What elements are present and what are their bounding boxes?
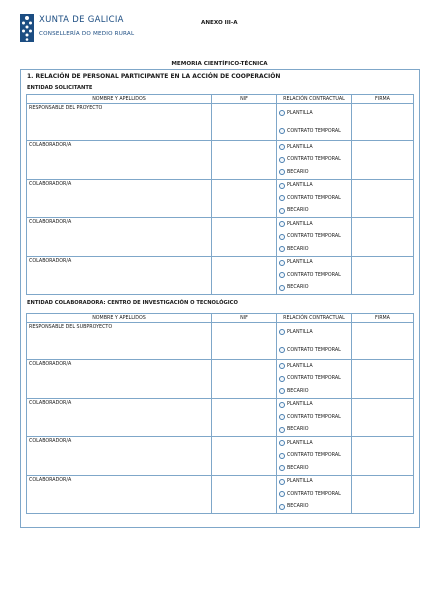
signature-cell[interactable]	[352, 398, 414, 437]
nif-cell[interactable]	[212, 323, 277, 360]
nif-cell[interactable]	[212, 179, 277, 218]
option-plantilla[interactable]: PLANTILLA	[277, 257, 351, 270]
radio-icon[interactable]	[279, 363, 285, 369]
option-temporal[interactable]: CONTRATO TEMPORAL	[277, 192, 351, 205]
option-temporal[interactable]: CONTRATO TEMPORAL	[277, 450, 351, 463]
option-plantilla[interactable]: PLANTILLA	[277, 476, 351, 489]
radio-icon[interactable]	[279, 329, 285, 335]
signature-cell[interactable]	[352, 437, 414, 476]
option-temporal[interactable]: CONTRATO TEMPORAL	[277, 269, 351, 282]
relation-cell	[277, 179, 352, 218]
table-row	[27, 104, 414, 141]
option-plantilla[interactable]: PLANTILLA	[277, 437, 351, 450]
personnel-table-colaboradora	[26, 313, 414, 514]
row-role-label: COLABORADOR/A	[27, 256, 212, 295]
option-temporal[interactable]: CONTRATO TEMPORAL	[277, 122, 351, 140]
section-title: 1. RELACIÓN DE PERSONAL PARTICIPANTE EN LA ACCIÓN DE COOPERACIÓN	[27, 73, 281, 80]
nif-cell[interactable]	[212, 398, 277, 437]
option-temporal[interactable]: CONTRATO TEMPORAL	[277, 411, 351, 424]
radio-icon[interactable]	[279, 144, 285, 150]
option-temporal[interactable]: CONTRATO TEMPORAL	[277, 488, 351, 501]
annex-label: ANEXO III-A	[201, 20, 238, 26]
personnel-table-solicitante	[26, 94, 414, 295]
relation-cell	[277, 437, 352, 476]
option-plantilla[interactable]: PLANTILLA	[277, 399, 351, 412]
signature-cell[interactable]	[352, 475, 414, 514]
table-row	[27, 475, 414, 514]
department-name: CONSELLERÍA DO MEDIO RURAL	[39, 31, 135, 37]
table-row	[27, 179, 414, 218]
row-role-label: COLABORADOR/A	[27, 179, 212, 218]
form-frame	[20, 69, 420, 528]
row-role-label: COLABORADOR/A	[27, 475, 212, 514]
col-relation-header: RELACIÓN CONTRACTUAL	[277, 314, 352, 323]
option-temporal[interactable]: CONTRATO TEMPORAL	[277, 154, 351, 167]
option-plantilla[interactable]: PLANTILLA	[277, 360, 351, 373]
table-row	[27, 323, 414, 360]
option-plantilla[interactable]: PLANTILLA	[277, 104, 351, 122]
row-role-label: RESPONSABLE DEL SUBPROYECTO	[27, 323, 212, 360]
nif-cell[interactable]	[212, 437, 277, 476]
signature-cell[interactable]	[352, 323, 414, 360]
row-role-label: COLABORADOR/A	[27, 437, 212, 476]
table-row	[27, 141, 414, 180]
document-title: MEMORIA CIENTÍFICO-TÉCNICA	[171, 61, 268, 67]
row-role-label: RESPONSABLE DEL PROYECTO	[27, 104, 212, 141]
relation-cell	[277, 475, 352, 514]
table-header-row	[27, 314, 414, 323]
radio-icon[interactable]	[279, 388, 285, 394]
table-row	[27, 437, 414, 476]
col-signature-header: FIRMA	[352, 314, 414, 323]
option-becario[interactable]: BECARIO	[277, 166, 351, 179]
radio-icon[interactable]	[279, 453, 285, 459]
signature-cell[interactable]	[352, 218, 414, 257]
radio-icon[interactable]	[279, 504, 285, 510]
option-becario[interactable]: BECARIO	[277, 501, 351, 514]
option-becario[interactable]: BECARIO	[277, 424, 351, 437]
radio-icon[interactable]	[279, 376, 285, 382]
row-role-label: COLABORADOR/A	[27, 141, 212, 180]
relation-cell	[277, 398, 352, 437]
option-becario[interactable]: BECARIO	[277, 205, 351, 218]
radio-icon[interactable]	[279, 260, 285, 266]
xunta-logo	[20, 14, 134, 42]
row-role-label: COLABORADOR/A	[27, 218, 212, 257]
radio-icon[interactable]	[279, 465, 285, 471]
table-row	[27, 398, 414, 437]
table-row	[27, 360, 414, 399]
radio-icon[interactable]	[279, 128, 285, 134]
radio-icon[interactable]	[279, 272, 285, 278]
col-name-header: NOMBRE Y APELLIDOS	[27, 95, 212, 104]
option-plantilla[interactable]: PLANTILLA	[277, 218, 351, 231]
row-role-label: COLABORADOR/A	[27, 398, 212, 437]
relation-cell	[277, 323, 352, 360]
nif-cell[interactable]	[212, 360, 277, 399]
signature-cell[interactable]	[352, 360, 414, 399]
relation-cell	[277, 141, 352, 180]
option-temporal[interactable]: CONTRATO TEMPORAL	[277, 373, 351, 386]
radio-icon[interactable]	[279, 110, 285, 116]
option-plantilla[interactable]: PLANTILLA	[277, 141, 351, 154]
relation-cell	[277, 218, 352, 257]
table-row	[27, 256, 414, 295]
radio-icon[interactable]	[279, 491, 285, 497]
entity-solicitante-label: ENTIDAD SOLICITANTE	[27, 85, 93, 91]
relation-cell	[277, 360, 352, 399]
option-becario[interactable]: BECARIO	[277, 462, 351, 475]
option-temporal[interactable]: CONTRATO TEMPORAL	[277, 231, 351, 244]
table-row	[27, 218, 414, 257]
radio-icon[interactable]	[279, 427, 285, 433]
radio-icon[interactable]	[279, 402, 285, 408]
radio-icon[interactable]	[279, 479, 285, 485]
radio-icon[interactable]	[279, 234, 285, 240]
signature-cell[interactable]	[352, 141, 414, 180]
option-plantilla[interactable]: PLANTILLA	[277, 180, 351, 193]
option-becario[interactable]: BECARIO	[277, 282, 351, 295]
option-plantilla[interactable]: PLANTILLA	[277, 323, 351, 341]
nif-cell[interactable]	[212, 475, 277, 514]
option-becario[interactable]: BECARIO	[277, 385, 351, 398]
relation-cell	[277, 104, 352, 141]
nif-cell[interactable]	[212, 218, 277, 257]
nif-cell[interactable]	[212, 104, 277, 141]
relation-cell	[277, 256, 352, 295]
nif-cell[interactable]	[212, 256, 277, 295]
radio-icon[interactable]	[279, 221, 285, 227]
radio-icon[interactable]	[279, 157, 285, 163]
radio-icon[interactable]	[279, 246, 285, 252]
col-nif-header: NIF	[212, 314, 277, 323]
signature-cell[interactable]	[352, 179, 414, 218]
entity-colaboradora-label: ENTIDAD COLABORADORA: CENTRO DE INVESTIGACIÓN O TECNOLÓGICO	[27, 300, 238, 306]
radio-icon[interactable]	[279, 208, 285, 214]
radio-icon[interactable]	[279, 347, 285, 353]
radio-icon[interactable]	[279, 169, 285, 175]
radio-icon[interactable]	[279, 440, 285, 446]
radio-icon[interactable]	[279, 414, 285, 420]
nif-cell[interactable]	[212, 141, 277, 180]
col-relation-header: RELACIÓN CONTRACTUAL	[277, 95, 352, 104]
radio-icon[interactable]	[279, 285, 285, 291]
signature-cell[interactable]	[352, 104, 414, 141]
signature-cell[interactable]	[352, 256, 414, 295]
galicia-crest-icon	[20, 14, 34, 42]
option-temporal[interactable]: CONTRATO TEMPORAL	[277, 341, 351, 359]
option-becario[interactable]: BECARIO	[277, 243, 351, 256]
table-header-row	[27, 95, 414, 104]
row-role-label: COLABORADOR/A	[27, 360, 212, 399]
radio-icon[interactable]	[279, 195, 285, 201]
brand-title: XUNTA DE GALICIA	[39, 15, 124, 25]
col-name-header: NOMBRE Y APELLIDOS	[27, 314, 212, 323]
col-nif-header: NIF	[212, 95, 277, 104]
col-signature-header: FIRMA	[352, 95, 414, 104]
radio-icon[interactable]	[279, 183, 285, 189]
